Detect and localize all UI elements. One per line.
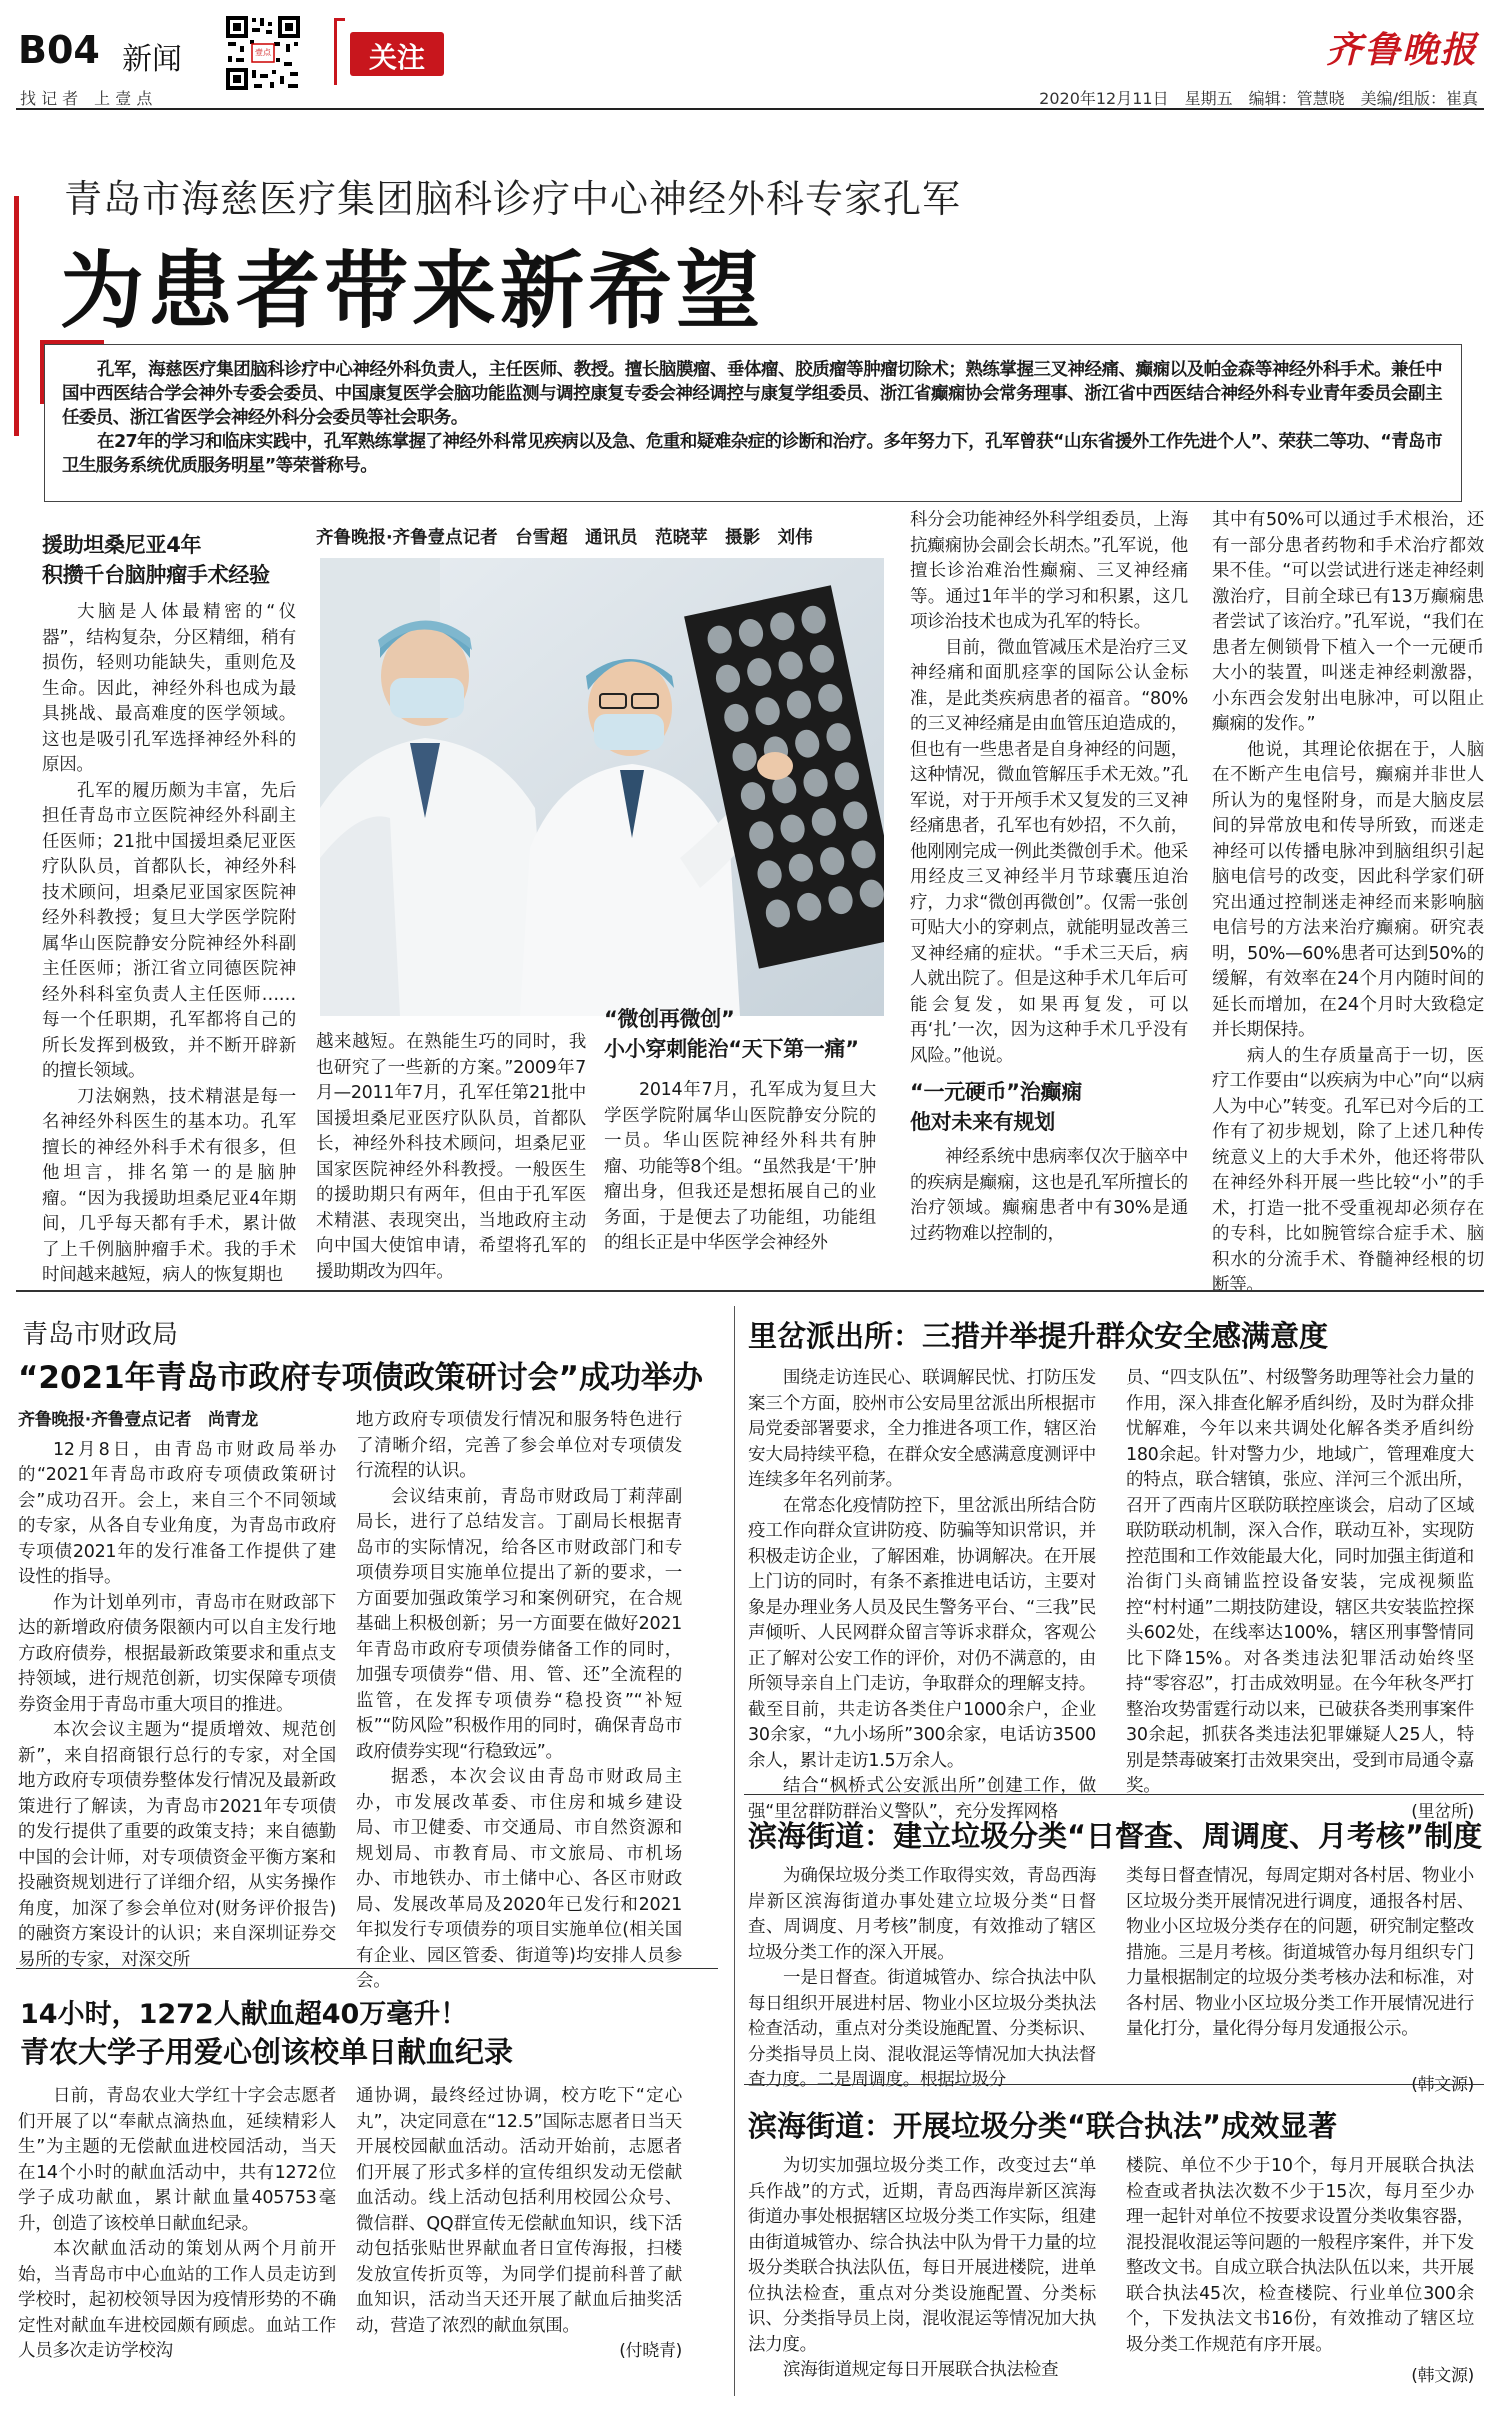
lead-subhead: 他对未来有规划 [910, 1110, 1055, 1134]
binhai2-headline: 滨海街道：开展垃圾分类“联合执法”成效显著 [748, 2109, 1338, 2143]
blood-para: 通协调，最终经过协调，校方吃下“定心丸”，决定同意在“12.5”国际志愿者日当天开展校园献血活动。活动开始前，志愿者们开展了形式多样的宣传组织发动无偿献血活动。线上活动包括利用校园公众号、微信群、QQ群宣传无偿献血知识，线下活动包括张贴世界献血者日宣传海报，扫楼发放宣传折页等，为同学们提前科普了献血知识，活动当天还开展了献血后抽奖活动，营造了浓烈的献血氛围。 [356, 2086, 682, 2336]
police-story [744, 1290, 1494, 1822]
intro-para: 孔军，海慈医疗集团脑科诊疗中心神经外科负责人，主任医师、教授。擅长脑膜瘤、垂体瘤、胶质瘤等肿瘤切除术；熟练掌握三叉神经痛、癫痫以及帕金森等神经外科手术。兼任中国中西医结合学会神外专委会委员、中国康复医学会脑功能监测与调控康复专委会神经调控与康复学组委员、浙江省癫痫协会常务理事、浙江省中西医结合神经外科专业青年委员会副主任委员、浙江省医学会神经外科分会委员等社会职务。 [62, 360, 1442, 428]
finance-story [0, 1290, 730, 1991]
blood-para: 日前，青岛农业大学红十字会志愿者们开展了以“奉献点滴热血，延续精彩人生”为主题的无偿献血进校园活动，当天在14个小时的献血活动中，共有1272位学子成功献血，累计献血量405753毫升，创造了该校单日献血纪录。 [18, 2086, 336, 2234]
lead-kicker: 青岛市海慈医疗集团脑科诊疗中心神经外科专家孔军 [64, 177, 962, 221]
police-para: 员、“四支队伍”、村级警务助理等社会力量的作用，深入排查化解矛盾纠纷，及时为群众排忧解难，今年以来共调处化解各类矛盾纠纷180余起。针对警力少，地域广，管理难度大的特点，联合辖镇，张应、洋河三个派出所，召开了西南片区联防联控座谈会，启动了区域联防联动机制，深入合作，联动互补，实现防控范围和工作效能最大化，同时加强主街道和治街门头商铺监控设备安装，完成视频监控“村村通”二期技防建设，辖区共安装监控探头602处，在线率达100%，辖区刑事警情同比下降15%。对各类违法犯罪活动始终坚持“零容忍”，打击成效明显。在今年秋冬严打整治攻势雷霆行动以来，已破获各类刑事案件30余起，抓获各类违法犯罪嫌疑人25人，特别是禁毒破案打击效果突出，受到市局通令嘉奖。 [1126, 1368, 1474, 1796]
topic-bracket [334, 18, 345, 85]
police-para: 结合“枫桥式公安派出所”创建工作，做强“里岔群防群治义警队”，充分发挥网格 [748, 1776, 1096, 1822]
intro-text [62, 358, 1442, 478]
police-col-1 [748, 1366, 1096, 1825]
binhai2-para: 为切实加强垃圾分类工作，改变过去“单兵作战”的方式，近期，青岛西海岸新区滨海街道办事处根据辖区垃圾分类工作实际，组建由街道城管办、综合执法中队为骨干力量的垃圾分类联合执法队伍，每日开展进楼院，进单位执法检查，重点对分类设施配置、分类标识、分类指导员上岗，混收混运等情况加大执法力度。 [748, 2156, 1096, 2355]
photo-credit: 齐鲁晚报·齐鲁壹点记者 台雪超 通讯员 范晓苹 摄影 刘伟 [316, 528, 813, 548]
lead-para: 其中有50%可以通过手术根治，还有一部分患者药物和手术治疗都效果不佳。“可以尝试进行迷走神经刺激治疗，目前全球已有13万癫痫患者尝试了该治疗。”孔军说，“我们在患者左侧锁骨下植入一个一元硬币大小的装置，叫迷走神经刺激器，小东西会发射出电脉冲，可以阻止癫痫的发作。” [1212, 510, 1484, 734]
lead-col-3 [604, 1004, 876, 1257]
lead-para: 大脑是人体最精密的“仪器”，结构复杂，分区精细，稍有损伤，轻则功能缺失，重则危及生命。因此，神经外科也成为最具挑战、最高难度的医学领域。这也是吸引孔军选择神经外科的原因。 [42, 602, 296, 775]
lead-para: 2014年7月，孔军成为复旦大学医学院附属华山医院静安分院的一员。华山医院神经外科共有肿瘤、功能等8个组。“虽然我是‘干’肿瘤出身，但我还是想拓展自己的业务面，于是便去了功能组，功能组的组长正是中华医学会神经外 [604, 1080, 876, 1253]
police-headline: 里岔派出所：三措并举提升群众安全感满意度 [748, 1319, 1329, 1353]
lead-col-1 [42, 530, 296, 1289]
binhai1-para: 为确保垃圾分类工作取得实效，青岛西海岸新区滨海街道办事处建立垃圾分类“日督查、周调度、月考核”制度，有效推动了辖区垃圾分类工作的深入开展。 [748, 1866, 1096, 1963]
binhai-story-1 [744, 1794, 1494, 2095]
finance-byline: 齐鲁晚报·齐鲁壹点记者 尚青龙 [18, 1410, 258, 1430]
blood-col-1 [18, 2084, 336, 2365]
header-tagline: 找 记 者 上 壹 点 [20, 89, 153, 108]
intro-para: 在27年的学习和临床实践中，孔军熟练掌握了神经外科常见疾病以及急、危重和疑难杂症的诊断和治疗。多年努力下，孔军曾获“山东省援外工作先进个人”、荣获二等功、“青岛市卫生服务系统优质服务明星”等荣誉称号。 [62, 432, 1442, 476]
police-credit: (里岔所) [1411, 1801, 1474, 1822]
police-col-2 [1126, 1366, 1474, 1825]
lead-para: 刀法娴熟，技术精湛是每一名神经外科医生的基本功。孔军擅长的神经外科手术有很多，但他坦言，排名第一的是脑肿瘤。“因为我援助坦桑尼亚4年期间，几乎每天都有手术，累计做了上千例脑肿瘤手术。我的手术时间越来越短，病人的恢复期也 [42, 1086, 296, 1285]
finance-para: 作为计划单列市，青岛市在财政部下达的新增政府债务限额内可以自主发行地方政府债券，根据最新政策要求和重点支持领域，进行规范创新，切实保障专项债券资金用于青岛市重大项目的推进。 [18, 1592, 336, 1715]
qr-label: 壹点 [255, 48, 271, 57]
finance-col-2 [356, 1408, 682, 1995]
blood-kicker: 14小时，1272人献血超40万毫升！ [20, 1999, 468, 2030]
binhai1-col-1 [748, 1864, 1096, 2094]
lead-col-2 [316, 1030, 586, 1285]
lead-para: 病人的生存质量高于一切，医疗工作要由“以疾病为中心”向“以病人为中心”转变。孔军已对今后的工作有了初步规划，除了上述几种传统意义上的大手术外，他还将带队在神经外科开展一些比较“小”的手术，打造一批不受重视却必须存在的专科，比如腕管综合症手术、脑积水的分流手术、脊髓神经根的切断等。 [1212, 1045, 1484, 1295]
police-para: 围绕走访连民心、联调解民忧、打防压发案三个方面，胶州市公安局里岔派出所根据市局党委部署要求，全力推进各项工作，辖区治安大局持续平稳，在群众安全感满意度测评中连续多年名列前茅。 [748, 1368, 1096, 1490]
binhai1-headline: 滨海街道：建立垃圾分类“日督查、周调度、月考核”制度 [748, 1819, 1483, 1853]
finance-col-1 [18, 1408, 336, 1973]
blood-story [0, 1968, 730, 2408]
binhai2-para: 楼院、单位不少于10个，每月开展联合执法检查或者执法次数不少于15次，每月至少办理一起针对单位不按要求设置分类收集容器，混投混收混运等问题的一般程序案件，并下发整改文书。自成立联合执法队伍以来，共开展联合执法45次，检查楼院、行业单位300余个，下发执法文书16份，有效推动了辖区垃圾分类工作规范有序开展。 [1126, 2156, 1474, 2355]
binhai2-col-1 [748, 2154, 1096, 2384]
lead-para: 越来越短。在熟能生巧的同时，我也研究了一些新的方案。”2009年7月—2011年7月，孔军任第21批中国援坦桑尼亚医疗队队员，首都队长，神经外科技术顾问，坦桑尼亚国家医院神经外科教授。一般医生的援助期只有两年，但由于孔军医术精湛、表现突出，当地政府主动向中国大使馆申请，希望将孔军的援助期改为四年。 [316, 1032, 586, 1282]
lead-para: 目前，微血管减压术是治疗三叉神经痛和面肌痉挛的国际公认金标准，是此类疾病患者的福音。“80%的三叉神经痛是由血管压迫造成的，但也有一些患者是自身神经的问题，这种情况，微血管解压手术无效。”孔军说，对于开颅手术又复发的三叉神经痛患者，孔军也有妙招，不久前，他刚刚完成一例此类微创手术。他采用经皮三叉神经半月节球囊压迫治疗，力求“微创再微创”。仅需一张创可贴大小的穿刺点，就能明显改善三叉神经痛的症状。“手术三天后，病人就出院了。但是这种手术几年后可能会复发，如果再复发，可以再‘扎’一次，因为这种手术几乎没有风险。”他说。 [910, 637, 1188, 1066]
lead-story [0, 112, 1500, 1295]
qr-code-icon[interactable] [224, 14, 302, 92]
lead-subhead: “微创再微创” [604, 1007, 735, 1031]
binhai1-col-2 [1126, 1864, 1474, 2098]
finance-para: 会议结束前，青岛市财政局丁莉萍副局长，进行了总结发言。丁副局长根据青岛市的实际情况，给各区市财政部门和专项债券项目实施单位提出了新的要求，一方面要加强政策学习和案例研究，在合规基础上积极创新；另一方面要在做好2021年青岛市政府专项债券储备工作的同时，加强专项债券“借、用、管、还”全流程的监管，在发挥专项债券“稳投资”“补短板”“防风险”积极作用的同时，确保青岛市政府债券实现“行稳致远”。 [356, 1486, 682, 1762]
red-bar [14, 196, 19, 436]
section-name: 新闻 [122, 42, 182, 77]
blood-col-2 [356, 2084, 682, 2365]
lead-subhead: “一元硬币”治癫痫 [910, 1080, 1082, 1104]
blood-credit: (付晓青) [619, 2341, 682, 2361]
finance-para: 本次会议主题为“提质增效、规范创新”，来自招商银行总行的专家，对全国地方政府专项债券整体发行情况及最新政策进行了解读，为青岛市2021年专项债的发行提供了重要的政策支持；来自德勤中国的会计师，对专项债资金平衡方案和投融资规划进行了详细介绍，从实务操作角度，加深了参会单位对(财务评价报告)的融资方案设计的认识；来自深圳证券交易所的专家，对深交所 [18, 1720, 336, 1970]
topic-label: 关注 [368, 41, 425, 74]
page-number: B04 [18, 28, 100, 72]
doctor-photo [320, 558, 884, 1016]
binhai2-credit: (韩文源) [1411, 2366, 1474, 2386]
lead-subhead: 援助坦桑尼亚4年 [42, 533, 202, 557]
binhai2-para: 滨海街道规定每日开展联合执法检查 [783, 2360, 1059, 2380]
binhai1-para: 类每日督查情况，每周定期对各村居、物业小区垃圾分类开展情况进行调度，通报各村居、物业小区垃圾分类存在的问题，研究制定整改措施。三是月考核。街道城管办每月组织专门力量根据制定的垃圾分类考核办法和标准，对各村居、物业小区垃圾分类工作开展情况进行量化打分，量化得分每月发通报公示。 [1126, 1866, 1474, 2039]
binhai1-credit: (韩文源) [1411, 2074, 1474, 2095]
lead-para: 神经系统中患病率仅次于脑卒中的疾病是癫痫，这也是孔军所擅长的治疗领域。癫痫患者中有30%是通过药物难以控制的， [910, 1147, 1188, 1244]
issue-meta: 2020年12月11日 星期五 编辑：管慧晓 美编/组版：崔真 [1039, 89, 1478, 108]
lead-subhead: 积攒千台脑肿瘤手术经验 [42, 563, 270, 587]
finance-para: 据悉，本次会议由青岛市财政局主办，市发展改革委、市住房和城乡建设局、市卫健委、市交通局、市自然资源和规划局、市教育局、市文旅局、市机场办、市地铁办、市土储中心、各区市财政局、发展改革局及2020年已发行和2021年拟发行专项债券的项目实施单位(相关国有企业、园区管委、街道等)均安排人员参会。 [356, 1767, 682, 1991]
finance-para: 地方政府专项债发行情况和服务特色进行了清晰介绍，完善了参会单位对专项债发行流程的认识。 [356, 1410, 682, 1481]
lead-para: 孔军的履历颇为丰富，先后担任青岛市立医院神经外科副主任医师；21批中国援坦桑尼亚医疗队队员，首都队长，神经外科技术顾问，坦桑尼亚国家医院神经外科教授；复旦大学医学院附属华山医院静安分院神经外科副主任医师；浙江省立同德医院神经外科科室负责人主任医师……每一个任职期，孔军都将自己的所长发挥到极致，并不断开辟新的擅长领域。 [42, 780, 296, 1081]
binhai2-col-2 [1126, 2154, 1474, 2390]
binhai-story-2 [744, 2084, 1494, 2404]
page-header [0, 0, 1500, 112]
column-divider [734, 1306, 735, 2396]
topic-badge [350, 32, 444, 76]
police-para: 在常态化疫情防控下，里岔派出所结合防疫工作向群众宣讲防疫、防骗等知识常识，并积极走访企业，了解困难，协调解决。在开展上门访的同时，有条不紊推进电话访，主要对象是办理业务人员及民生警务平台、“三我”民声倾听、人民网群众留言等诉求群众，客观公正了解对公安工作的评价，对仍不满意的，由所领导亲自上门走访，争取群众的理解支持。截至目前，共走访各类住户1000余户，企业30余家，“九小场所”300余家，电话访3500余人，累计走访1.5万余人。 [748, 1495, 1096, 1771]
lead-para: 他说，其理论依据在于，人脑在不断产生电信号，癫痫并非世人所认为的鬼怪附身，而是大脑皮层间的异常放电和传导所致，而迷走神经可以传播电脉冲到脑组织引起脑电信号的改变，因此科学家们研究出通过控制迷走神经而来影响脑电信号的方法来治疗癫痫。研究表明，50%—60%患者可达到50%的缓解，有效率在24个月内随时间的延长而增加，在24个月时大致稳定并长期保持。 [1212, 739, 1484, 1040]
lead-col-5 [1212, 508, 1484, 1299]
lead-col-4 [910, 508, 1188, 1247]
finance-headline: “2021年青岛市政府专项债政策研讨会”成功举办 [18, 1360, 704, 1396]
finance-para: 12月8日，由青岛市财政局举办的“2021年青岛市政府专项债政策研讨会”成功召开。会上，来自三个不同领域的专家，从各自专业角度，为青岛市政府专项债2021年的发行准备工作提供了建设性的指导。 [18, 1439, 336, 1587]
lead-subhead: 小小穿刺能治“天下第一痛” [604, 1037, 859, 1061]
binhai1-para: 一是日督查。街道城管办、综合执法中队每日组织开展进村居、物业小区垃圾分类执法检查活动，重点对分类设施配置、分类标识、分类指导员上岗、混收混运等情况加大执法督查力度。二是周调度。根据垃圾分 [748, 1968, 1096, 2090]
finance-kicker: 青岛市财政局 [22, 1320, 179, 1350]
lead-headline: 为患者带来新希望 [60, 242, 765, 340]
blood-para: 本次献血活动的策划从两个月前开始，当青岛市中心血站的工作人员走访到学校时，起初校领导因为疫情形势的不确定性对献血车进校园颇有顾虑。血站工作人员多次走访学校沟 [18, 2239, 336, 2361]
masthead-logo: 齐鲁晚报 [1325, 29, 1478, 71]
blood-headline: 青农大学子用爱心创该校单日献血纪录 [20, 2035, 514, 2069]
lead-para: 科分会功能神经外科学组委员，上海抗癫痫协会副会长胡杰。”孔军说，他擅长诊治难治性癫痫、三叉神经痛等。通过1年半的学习和积累，这几项诊治技术也成为孔军的特长。 [910, 510, 1188, 632]
